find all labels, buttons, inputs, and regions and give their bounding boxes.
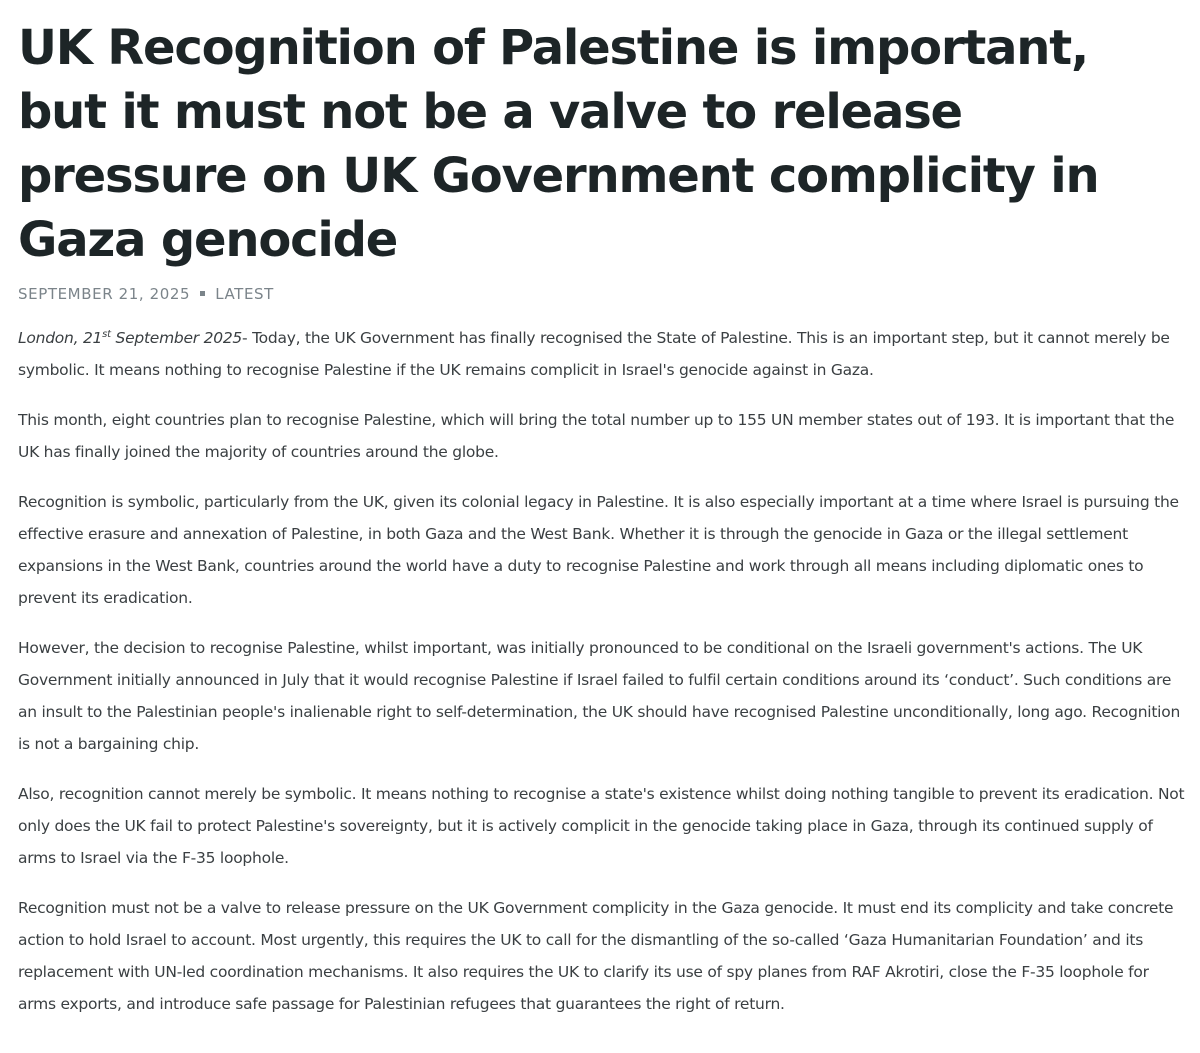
paragraph-1-text: - Today, the UK Government has finally recognised the State of Palestine. This is an important step, but it cannot merely be symbolic. It means nothing to recognise Palestine if the UK remains complicit in Israel's genocide against in Gaza. [18, 329, 1170, 379]
category-link[interactable]: LATEST [215, 285, 274, 303]
dateline-city: London, 21 [18, 329, 103, 347]
paragraph-4: However, the decision to recognise Palestine, whilst important, was initially pronounced to be conditional on the Israeli government's actions. The UK Government initially announced in July that it would recognise Palestine if Israel failed to fulfil certain conditions around its ‘conduct’. Such conditions are an insult to the Palestinian people's inalienable right to self-determination, the UK should have recognised Palestine unconditionally, long ago. Recognition is not a bargaining chip. [18, 639, 1181, 753]
meta-separator-icon [200, 291, 205, 296]
dateline-ordinal: st [102, 328, 111, 340]
dateline-rest: September 2025 [110, 329, 243, 347]
publish-date: SEPTEMBER 21, 2025 [18, 285, 191, 303]
paragraph-5: Also, recognition cannot merely be symbolic. It means nothing to recognise a state's existence whilst doing nothing tangible to prevent its eradication. Not only does the UK fail to protect Palestine's sovereignty, but it is actively complicit in the genocide taking place in Gaza, through its continued supply of arms to Israel via the F-35 loophole. [18, 785, 1185, 867]
article [18, 16, 1188, 1038]
paragraph-6: Recognition must not be a valve to release pressure on the UK Government complicity in the Gaza genocide. It must end its complicity and take concrete action to hold Israel to account. Most urgently, this requires the UK to call for the dismantling of the so-called ‘Gaza Humanitarian Foundation’ and its replacement with UN-led coordination mechanisms. It also requires the UK to clarify its use of spy planes from RAF Akrotiri, close the F-35 loophole for arms exports, and introduce safe passage for Palestinian refugees that guarantees the right of return. [18, 899, 1174, 1013]
article-meta [18, 284, 1188, 304]
article-body [18, 322, 1188, 1020]
paragraph-2: This month, eight countries plan to recognise Palestine, which will bring the total number up to 155 UN member states out of 193. It is important that the UK has finally joined the majority of countries around the globe. [18, 411, 1175, 461]
paragraph-1 [18, 322, 1188, 386]
dateline [18, 329, 242, 347]
paragraph-3: Recognition is symbolic, particularly from the UK, given its colonial legacy in Palestine. It is also especially important at a time where Israel is pursuing the effective erasure and annexation of Palestine, in both Gaza and the West Bank. Whether it is through the genocide in Gaza or the illegal settlement expansions in the West Bank, countries around the world have a duty to recognise Palestine and work through all means including diplomatic ones to prevent its eradication. [18, 493, 1179, 607]
article-title: UK Recognition of Palestine is important, but it must not be a valve to release pressure on UK Government complicity in Gaza genocide [18, 20, 1099, 268]
